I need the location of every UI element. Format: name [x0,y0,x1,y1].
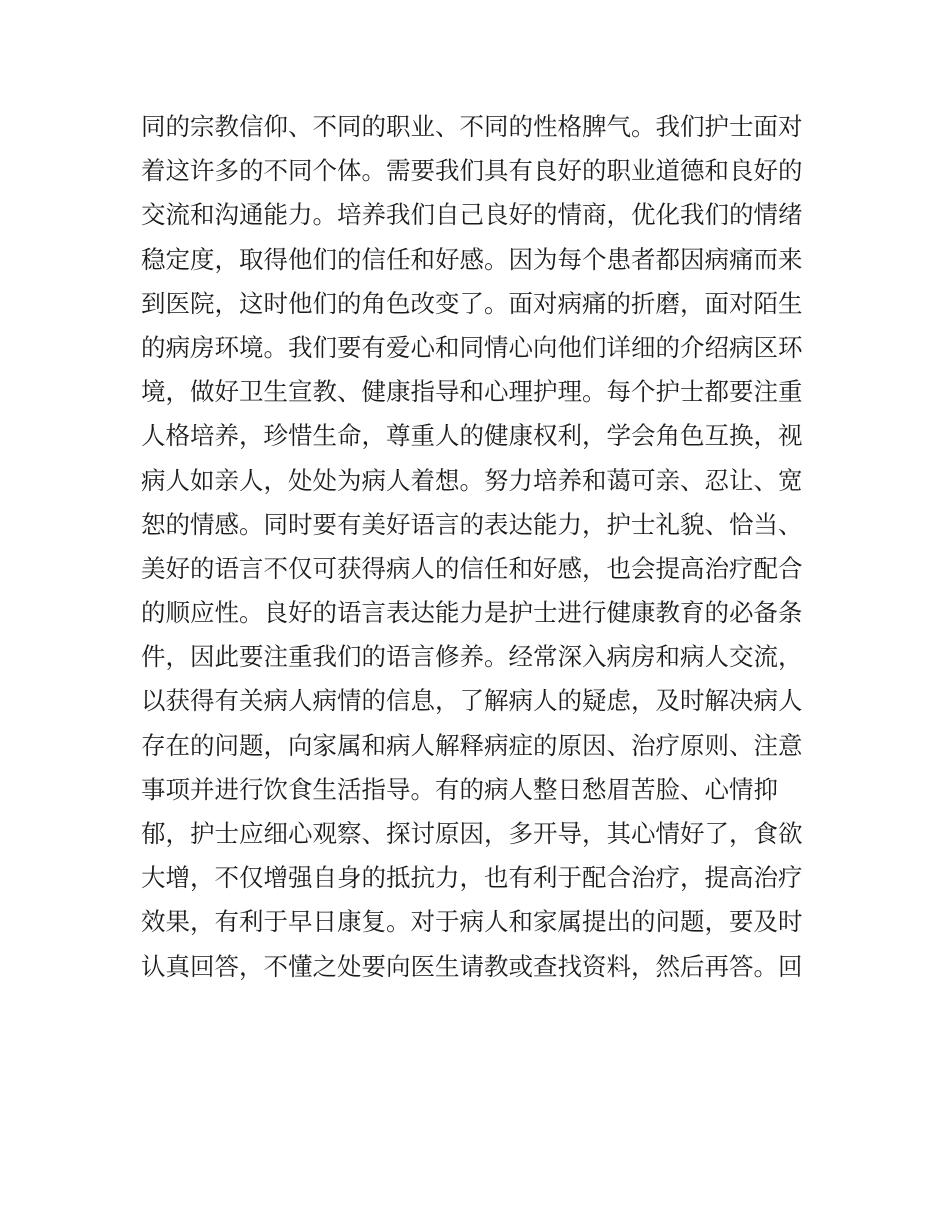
text-line: 病人如亲人，处处为病人着想。努力培养和蔼可亲、忍让、宽 [141,465,803,495]
text-line: 的顺应性。良好的语言表达能力是护士进行健康教育的必备条 [141,598,803,628]
text-line: 境，做好卫生宣教、健康指导和心理护理。每个护士都要注重 [141,377,803,407]
text-line: 效果，有利于早日康复。对于病人和家属提出的问题，要及时 [141,907,803,937]
text-line: 到医院，这时他们的角色改变了。面对病痛的折磨，面对陌生 [141,288,803,318]
text-line: 交流和沟通能力。培养我们自己良好的情商，优化我们的情绪 [141,200,803,230]
text-line: 同的宗教信仰、不同的职业、不同的性格脾气。我们护士面对 [141,112,803,141]
text-line: 稳定度，取得他们的信任和好感。因为每个患者都因病痛而来 [141,244,803,274]
text-line: 认真回答，不懂之处要向医生请教或查找资料，然后再答。回 [141,951,803,981]
text-line: 人格培养，珍惜生命，尊重人的健康权利，学会角色互换，视 [141,421,803,451]
text-line: 的病房环境。我们要有爱心和同情心向他们详细的介绍病区环 [141,332,803,362]
text-line: 郁，护士应细心观察、探讨原因，多开导，其心情好了，食欲 [141,819,803,848]
text-line: 存在的问题，向家属和病人解释病症的原因、治疗原则、注意 [141,730,803,760]
body-text [141,105,821,989]
text-line: 事项并进行饮食生活指导。有的病人整日愁眉苦脸、心情抑 [141,774,778,804]
text-line: 美好的语言不仅可获得病人的信任和好感，也会提高治疗配合 [141,553,803,583]
text-line: 着这许多的不同个体。需要我们具有良好的职业道德和良好的 [141,156,803,186]
text-line: 以获得有关病人病情的信息，了解病人的疑虑，及时解决病人 [141,686,803,716]
text-line: 件，因此要注重我们的语言修养。经常深入病房和病人交流， [141,642,803,672]
text-line: 恕的情感。同时要有美好语言的表达能力，护士礼貌、恰当、 [141,509,803,539]
text-line: 大增，不仅增强自身的抵抗力，也有利于配合治疗，提高治疗 [141,863,803,893]
